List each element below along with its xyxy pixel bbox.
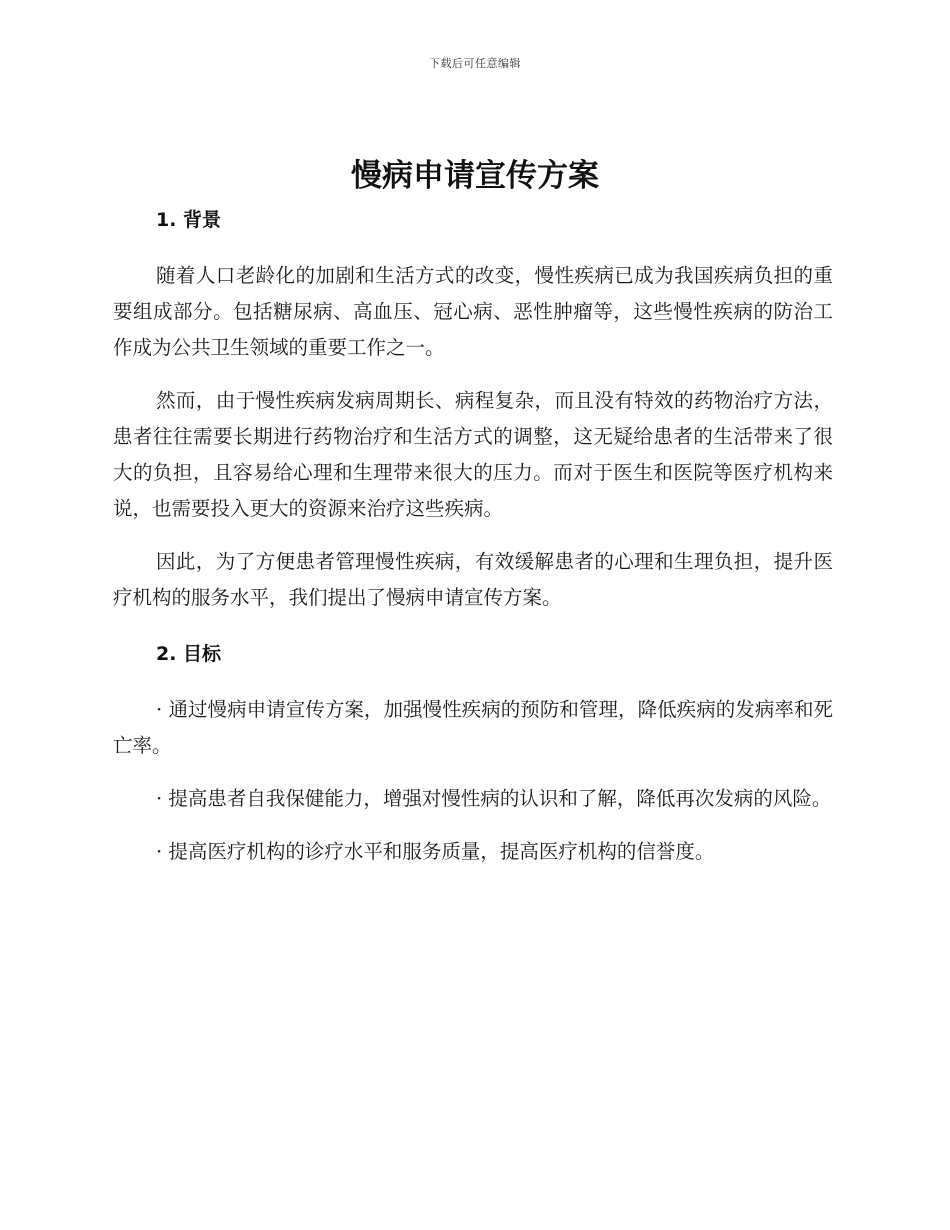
goal-item-2: · 提高患者自我保健能力，增强对慢性病的认识和了解，降低再次发病的风险。: [156, 787, 832, 810]
goal-item-3: · 提高医疗机构的诊疗水平和服务质量，提高医疗机构的信誉度。: [156, 840, 715, 863]
background-paragraph-1: 随着人口老龄化的加剧和生活方式的改变，慢性疾病已成为我国疾病负担的重要组成部分。包括糖尿病、高血压、冠心病、恶性肿瘤等，这些慢性疾病的防治工作成为公共卫生领域的重要工作之一。: [113, 264, 833, 359]
document-body: [113, 200, 833, 870]
background-paragraph-2: 然而，由于慢性疾病发病周期长、病程复杂，而且没有特效的药物治疗方法，患者往往需要长期进行药物治疗和生活方式的调整，这无疑给患者的生活带来了很大的负担，且容易给心理和生理带来很大的压力。而对于医生和医院等医疗机构来说，也需要投入更大的资源来治疗这些疾病。: [113, 389, 833, 520]
goal-item-1: · 通过慢病申请宣传方案，加强慢性疾病的预防和管理，降低疾病的发病率和死亡率。: [113, 698, 833, 757]
header-note: 下载后可任意编辑: [429, 57, 521, 70]
background-paragraph-3: 因此，为了方便患者管理慢性疾病，有效缓解患者的心理和生理负担，提升医疗机构的服务水平，我们提出了慢病申请宣传方案。: [113, 550, 833, 609]
section-heading-goals: 2. 目标: [156, 643, 222, 665]
section-heading-background: 1. 背景: [156, 209, 222, 231]
document-title: 慢病申请宣传方案: [351, 158, 599, 194]
